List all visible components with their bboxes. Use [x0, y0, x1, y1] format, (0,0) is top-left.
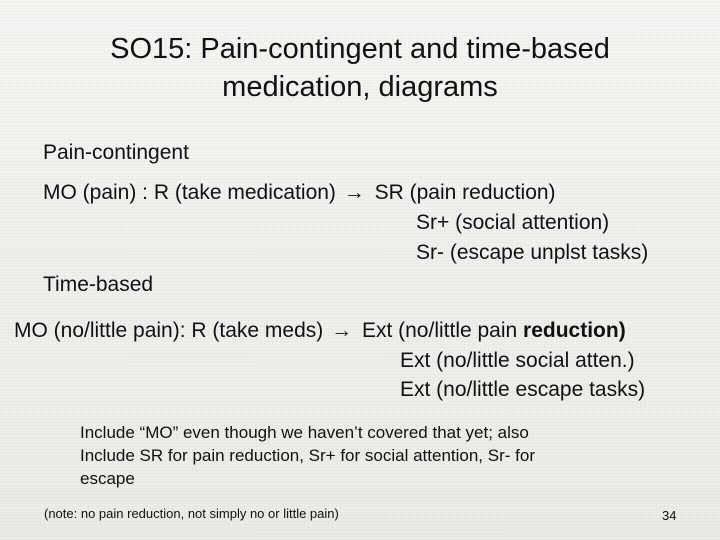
pain-contingent-mo-row	[43, 180, 556, 206]
time-based-mo: MO (no/little pain): R (take meds)	[14, 319, 324, 342]
pain-contingent-heading: Pain-contingent	[43, 141, 189, 164]
note-line-1: Include “MO” even though we haven’t covered that yet; also	[80, 423, 529, 442]
time-based-ext2: Ext (no/little social atten.)	[400, 349, 635, 372]
time-based-ext1-bold: reduction)	[523, 319, 626, 342]
pain-contingent-sr3: Sr- (escape unplst tasks)	[416, 241, 649, 264]
instruction-note	[80, 421, 535, 490]
note-line-2: Include SR for pain reduction, Sr+ for social attention, Sr- for	[80, 446, 535, 465]
title-line-2: medication, diagrams	[222, 71, 498, 103]
time-based-ext1	[362, 319, 626, 342]
right-arrow-icon: →	[331, 319, 353, 342]
pain-contingent-sr2: Sr+ (social attention)	[416, 211, 610, 234]
time-based-heading: Time-based	[43, 273, 154, 296]
note-line-3: escape	[80, 469, 135, 488]
pain-contingent-mo: MO (pain) : R (take medication)	[43, 181, 336, 204]
time-based-ext1-prefix: Ext (no/little pain	[361, 319, 524, 342]
time-based-mo-row	[14, 318, 626, 344]
time-based-ext3: Ext (no/little escape tasks)	[400, 378, 646, 401]
title-line-1: SO15: Pain-contingent and time-based	[110, 33, 610, 65]
slide-title	[0, 30, 720, 106]
page-number: 34	[662, 508, 677, 523]
right-arrow-icon: →	[343, 181, 365, 204]
footnote: (note: no pain reduction, not simply no or little pain)	[44, 506, 339, 521]
pain-contingent-sr1: SR (pain reduction)	[374, 181, 556, 204]
